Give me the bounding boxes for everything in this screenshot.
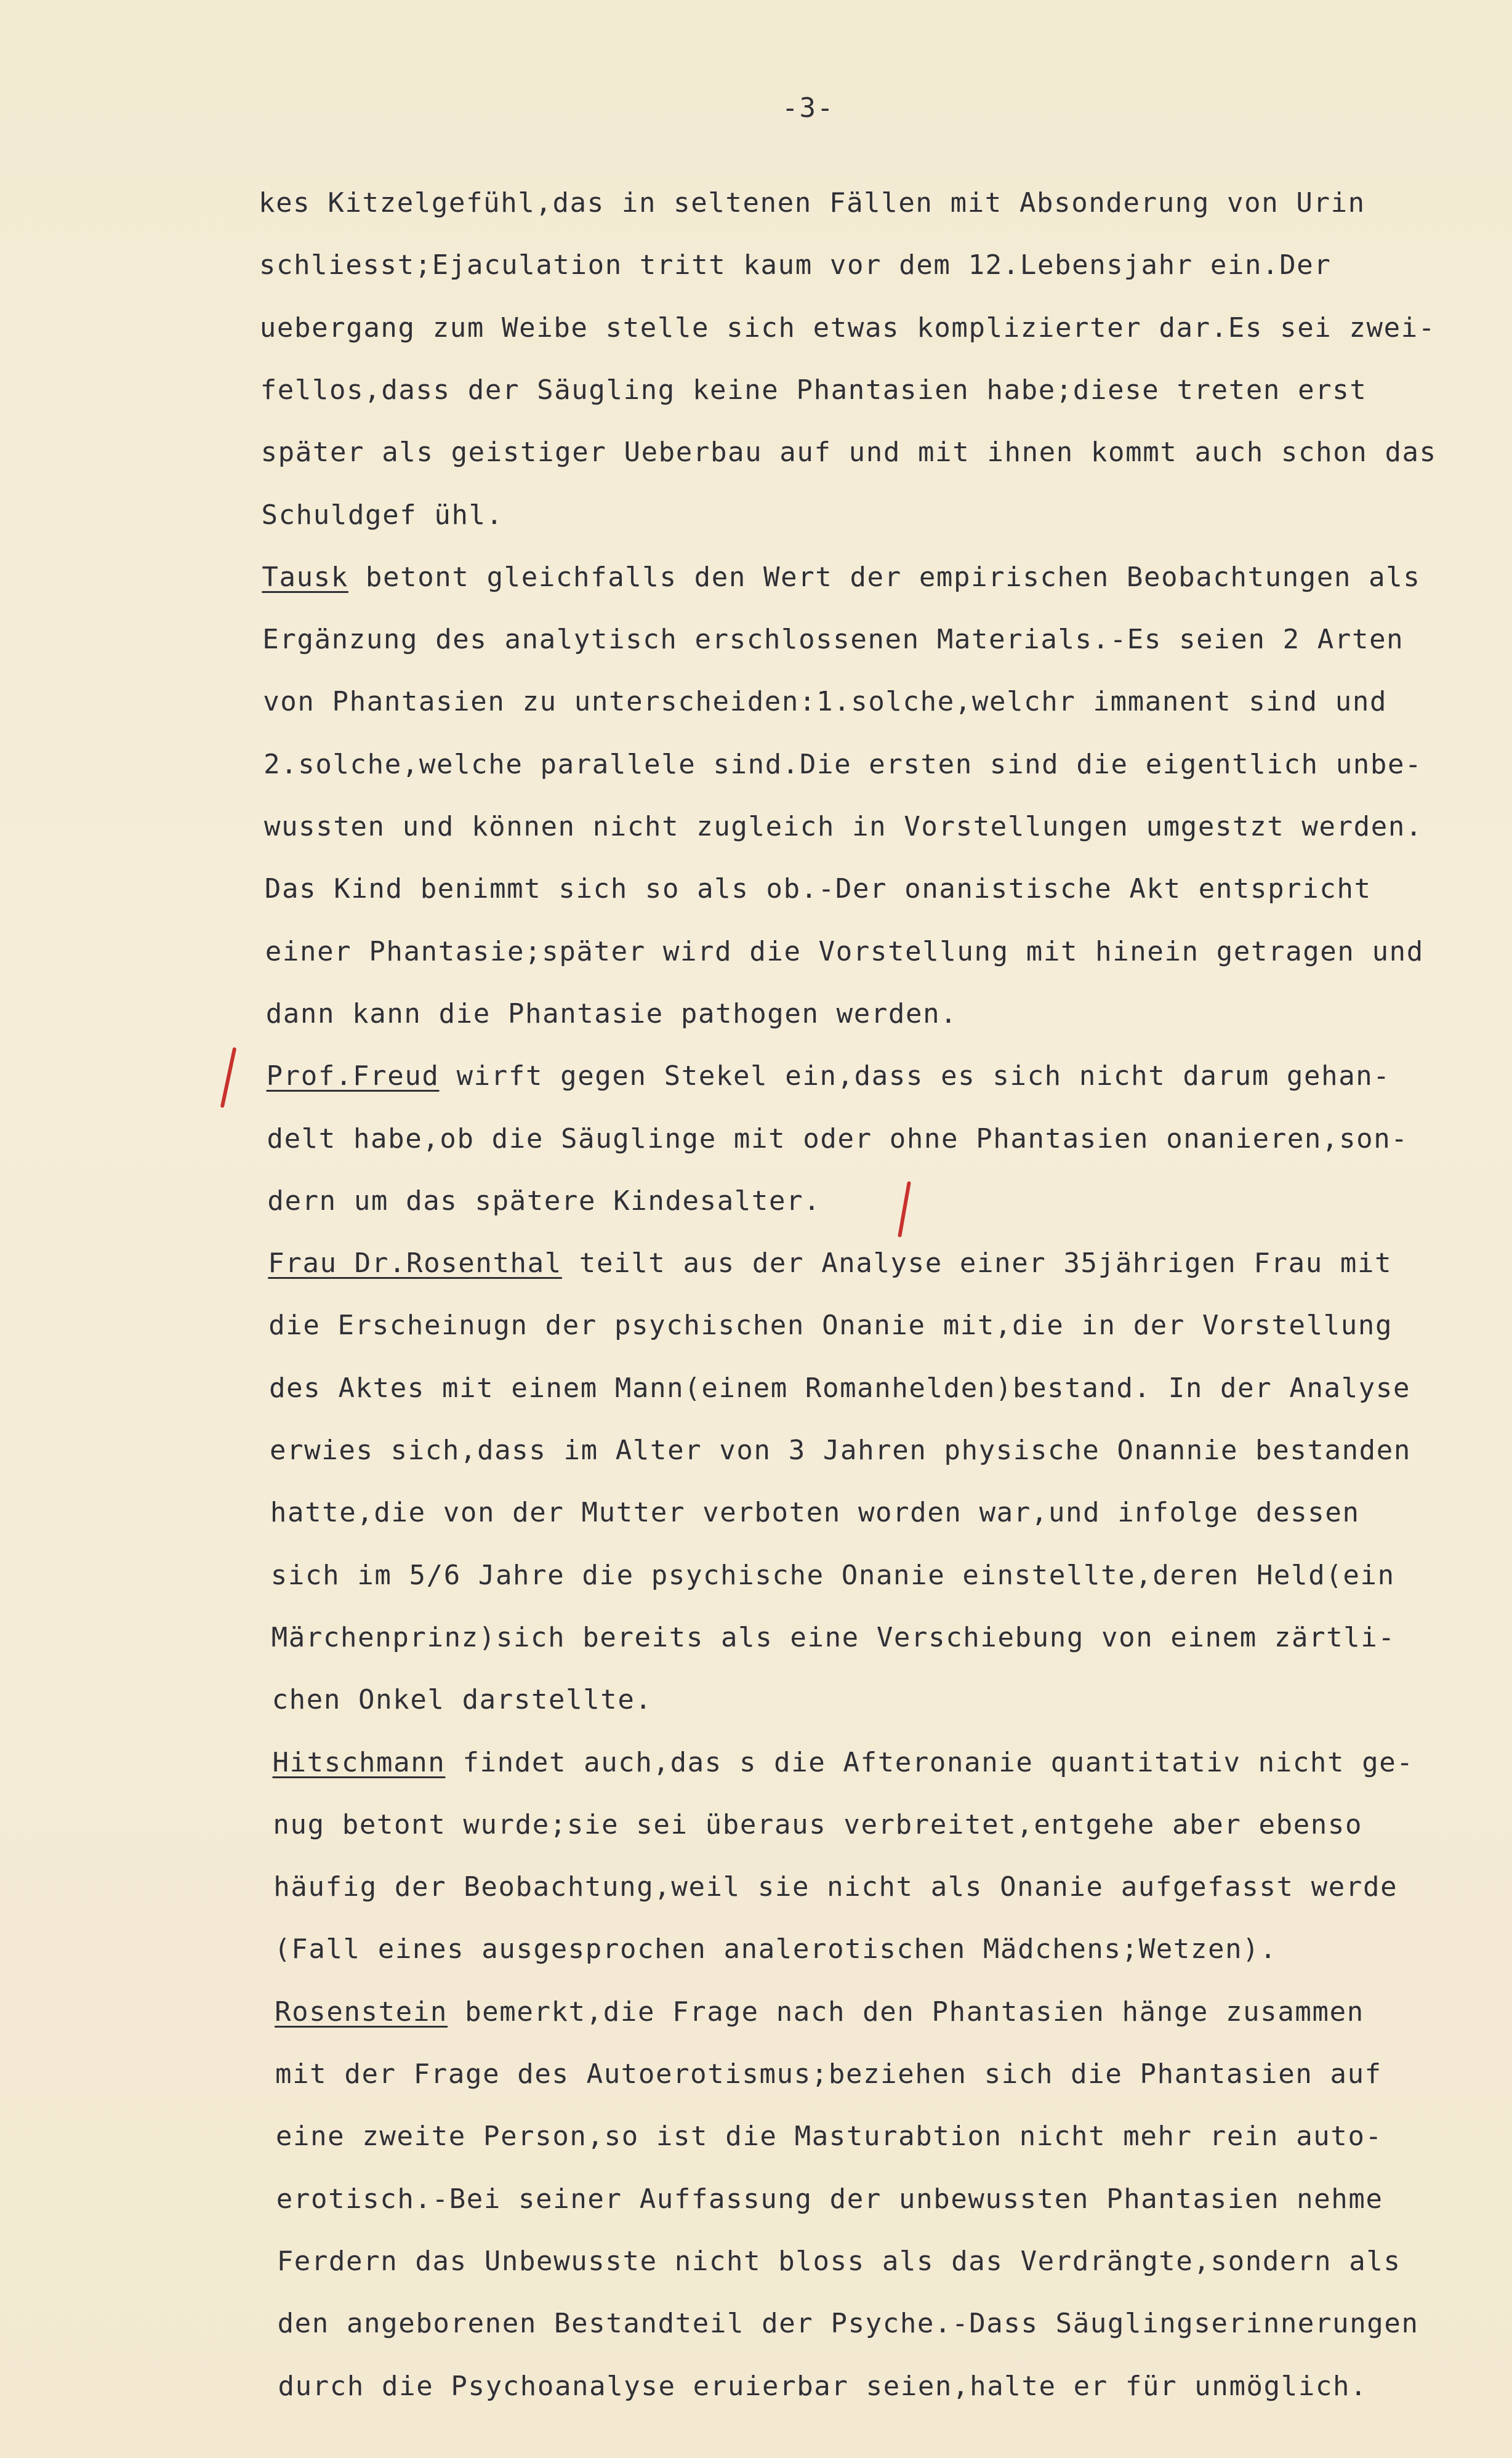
line-text: erwies sich,dass im Alter von 3 Jahren physische Onannie bestanden: [270, 1435, 1411, 1466]
text-line: [273, 1807, 1512, 1844]
line-text: erotisch.-Bei seiner Auffassung der unbewussten Phantasien nehme: [276, 2183, 1383, 2215]
text-line: [274, 1931, 1512, 1968]
line-text: kes Kitzelgefühl,das in seltenen Fällen mit Absonderung von Urin: [259, 187, 1365, 219]
text-line: [275, 1994, 1512, 2031]
line-text: 2.solche,welche parallele sind.Die ersten sind die eigentlich unbe-: [263, 748, 1423, 780]
line-text: betont gleichfalls den Wert der empirischen Beobachtungen als: [348, 561, 1421, 593]
line-text: häufig der Beobachtung,weil sie nicht als Onanie aufgefasst werde: [273, 1871, 1398, 1903]
line-text: findet auch,das s die Afteronanie quantitativ nicht ge-: [445, 1746, 1414, 1778]
line-text: Märchenprinz)sich bereits als eine Verschiebung von einem zärtli-: [271, 1621, 1396, 1653]
line-text: hatte,die von der Mutter verboten worden war,und infolge dessen: [270, 1497, 1360, 1529]
line-text: sich im 5/6 Jahre die psychische Onanie einstellte,deren Held(ein: [270, 1559, 1395, 1591]
text-line: [268, 1307, 1512, 1344]
text-line: [267, 1121, 1511, 1158]
text-line: [278, 2305, 1512, 2342]
text-line: [277, 2243, 1512, 2280]
text-line: [259, 185, 1502, 222]
line-text: Das Kind benimmt sich so als ob.-Der onanistische Akt entspricht: [264, 873, 1372, 905]
text-line: [263, 746, 1507, 783]
text-line: [271, 1619, 1512, 1656]
line-text: dern um das spätere Kindesalter.: [267, 1185, 821, 1217]
line-text: durch die Psychoanalyse eruierbar seien,halte er für unmöglich.: [278, 2370, 1368, 2402]
text-line: [270, 1494, 1512, 1531]
text-line: [262, 621, 1506, 658]
text-line: [265, 871, 1508, 908]
line-text: Ferdern das Unbewusste nicht bloss als das Verdrängte,sondern als: [276, 2245, 1401, 2277]
page-number: -3-: [782, 92, 835, 124]
line-text: wussten und können nicht zugleich in Vorstellungen umgestzt werden.: [264, 811, 1423, 842]
line-text: fellos,dass der Säugling keine Phantasien habe;diese treten erst: [260, 374, 1367, 406]
text-line: [267, 1058, 1510, 1095]
text-line: [261, 434, 1505, 471]
line-text: von Phantasien zu unterscheiden:1.solche,welchr immanent sind und: [263, 686, 1388, 718]
line-text: den angeborenen Bestandteil der Psyche.-Dass Säuglingserinnerungen: [277, 2308, 1419, 2340]
text-line: [267, 1183, 1511, 1220]
line-text: die Erscheinugn der psychischen Onanie mit,die in der Vorstellung: [268, 1310, 1393, 1342]
text-line: [272, 1682, 1512, 1719]
text-line: [262, 559, 1505, 596]
line-text: Schuldgef ühl.: [261, 499, 504, 531]
line-text: nug betont wurde;sie sei überaus verbreitet,entgehe aber ebenso: [273, 1808, 1363, 1840]
line-text: später als geistiger Ueberbau auf und mit ihnen kommt auch schon das: [260, 437, 1437, 469]
line-text: chen Onkel darstellte.: [271, 1684, 653, 1716]
line-text: einer Phantasie;später wird die Vorstellung mit hinein getragen und: [265, 935, 1424, 967]
speaker-name: Tausk: [262, 561, 348, 593]
line-text: uebergang zum Weibe stelle sich etwas komplizierter dar.Es sei zwei-: [259, 312, 1436, 344]
line-text: delt habe,ob die Säuglinge mit oder ohne Phantasien onanieren,son-: [267, 1122, 1409, 1154]
line-text: mit der Frage des Autoerotismus;beziehen sich die Phantasien auf: [275, 2058, 1382, 2090]
text-line: [264, 808, 1508, 845]
line-text: (Fall eines ausgesprochen analerotischen Mädchens;Wetzen).: [274, 1933, 1277, 1965]
text-line: [265, 933, 1509, 970]
text-line: [260, 310, 1503, 347]
text-line: [268, 1245, 1511, 1282]
text-line: [276, 2181, 1512, 2218]
line-text: schliesst;Ejaculation tritt kaum vor dem 12.Lebensjahr ein.Der: [259, 249, 1332, 281]
text-line: [278, 2368, 1512, 2405]
line-text: bemerkt,die Frage nach den Phantasien hänge zusammen: [448, 1996, 1364, 2028]
line-text: Ergänzung des analytisch erschlossenen Materials.-Es seien 2 Arten: [262, 624, 1404, 656]
text-line: [259, 247, 1503, 284]
line-text: teilt aus der Analyse einer 35jährigen Frau mit: [561, 1247, 1393, 1279]
speaker-name: Prof.Freud: [266, 1060, 440, 1092]
speaker-name: Rosenstein: [275, 1996, 448, 2028]
text-line: [273, 1744, 1512, 1781]
text-line: [275, 2056, 1512, 2093]
text-line: [270, 1432, 1512, 1469]
line-text: des Aktes mit einem Mann(einem Romanhelden)bestand. In der Analyse: [269, 1372, 1411, 1404]
text-line: [271, 1557, 1512, 1594]
text-line: [276, 2118, 1512, 2155]
text-line: [263, 683, 1506, 720]
line-text: eine zweite Person,so ist die Masturabtion nicht mehr rein auto-: [275, 2121, 1383, 2153]
text-line: [269, 1370, 1512, 1407]
speaker-name: Frau Dr.Rosenthal: [268, 1247, 562, 1279]
text-line: [262, 497, 1505, 534]
line-text: dann kann die Phantasie pathogen werden.: [265, 997, 958, 1030]
text-line: [266, 996, 1510, 1033]
speaker-name: Hitschmann: [272, 1746, 446, 1778]
text-line: [260, 372, 1504, 409]
line-text: wirft gegen Stekel ein,dass es sich nicht darum gehan-: [439, 1060, 1391, 1092]
text-line: [273, 1869, 1512, 1906]
